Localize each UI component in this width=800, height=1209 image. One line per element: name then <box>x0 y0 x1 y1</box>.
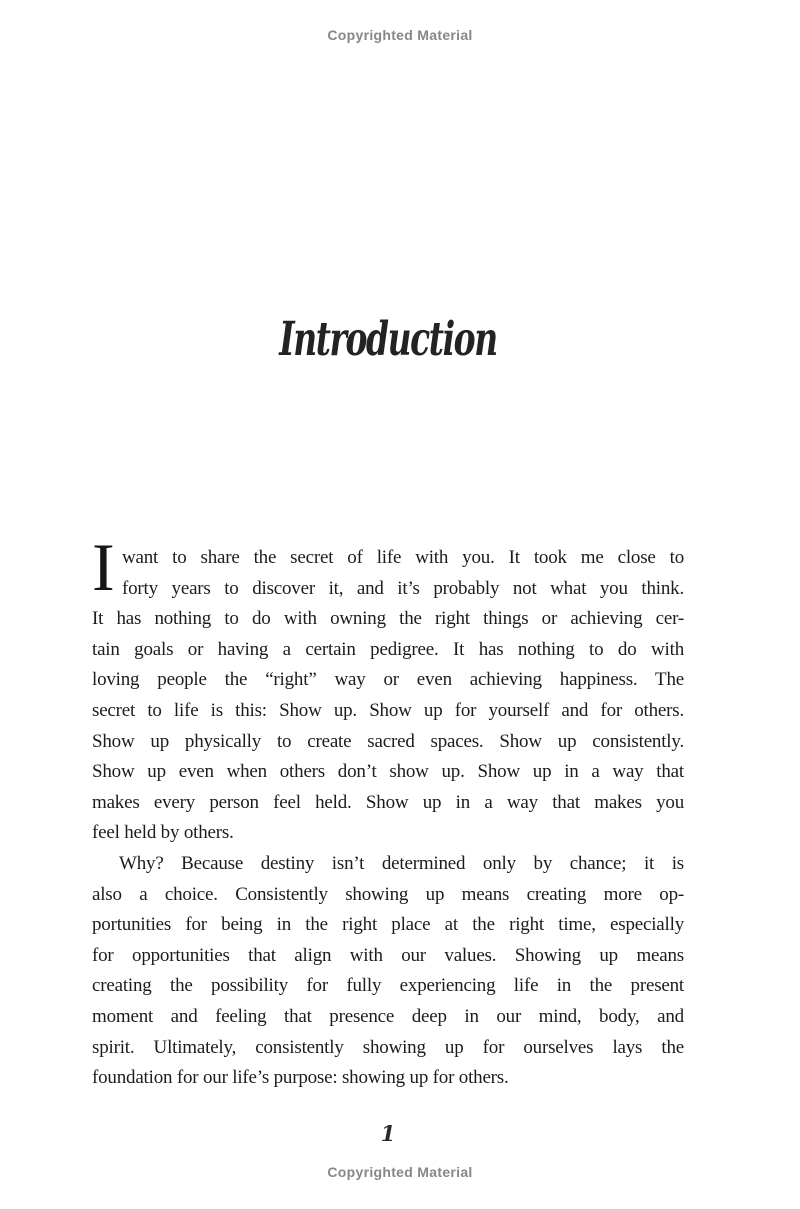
text-line: spirit. Ultimately, consistently showing up for ourselves lays the <box>92 1036 684 1058</box>
text-line: tain goals or having a certain pedigree. It has nothing to do with <box>92 638 684 660</box>
text-line: creating the possibility for fully experiencing life in the present <box>92 975 684 997</box>
copyright-notice-bottom: Copyrighted Material <box>327 1164 473 1180</box>
text-line: Show up physically to create sacred spaces. Show up consistently. <box>92 730 684 752</box>
text-line: foundation for our life’s purpose: showing up for others. <box>92 1067 509 1089</box>
text-line: makes every person feel held. Show up in a way that makes you <box>92 791 684 813</box>
chapter-title: Introduction <box>279 312 497 367</box>
text-line: feel held by others. <box>92 822 234 844</box>
text-line: loving people the “right” way or even achieving happiness. The <box>92 669 684 691</box>
text-line: want to share the secret of life with you. It took me close to <box>122 547 684 568</box>
paragraph-2 <box>92 849 684 1094</box>
page-number: 1 <box>380 1121 396 1146</box>
text-line: moment and feeling that presence deep in our mind, body, and <box>92 1005 684 1027</box>
text-line: secret to life is this: Show up. Show up for yourself and for others. <box>92 699 684 721</box>
text-line: Why? Because destiny isn’t determined only by chance; it is <box>119 852 684 874</box>
text-line: Show up even when others don’t show up. Show up in a way that <box>92 761 684 783</box>
paragraph-1 <box>92 529 684 849</box>
text-line: also a choice. Consistently showing up means creating more op- <box>92 883 684 905</box>
text-line: portunities for being in the right place at the right time, especially <box>92 914 684 936</box>
text-line: for opportunities that align with our values. Showing up means <box>92 944 684 966</box>
drop-cap: I <box>92 529 115 605</box>
copyright-notice-top: Copyrighted Material <box>327 27 473 43</box>
body-text <box>92 529 684 1094</box>
text-line: forty years to discover it, and it’s probably not what you think. <box>122 577 684 599</box>
text-line: It has nothing to do with owning the right things or achieving cer- <box>92 608 684 630</box>
